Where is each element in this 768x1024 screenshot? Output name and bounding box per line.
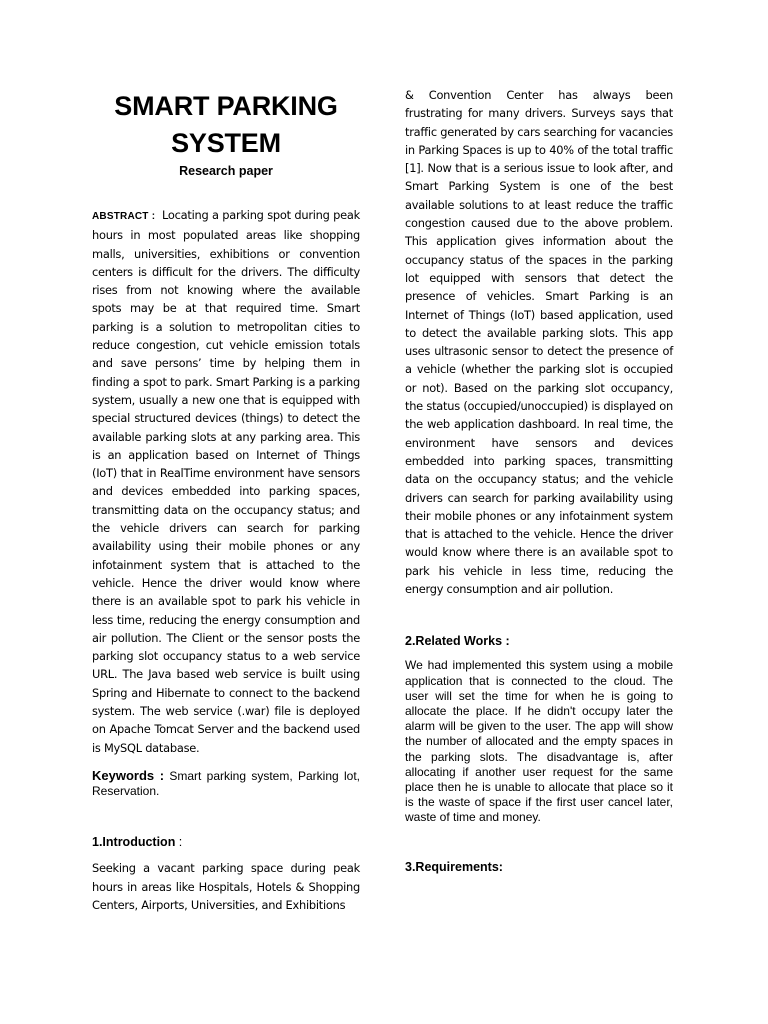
title-line-2: SYSTEM bbox=[171, 128, 281, 158]
keywords-text: Smart parking system, Parking lot, Reservation. bbox=[92, 768, 360, 799]
paper-title bbox=[92, 88, 360, 162]
title-line-1: SMART PARKING bbox=[114, 91, 338, 121]
abstract-separator: : bbox=[148, 211, 159, 222]
introduction-heading-suffix: : bbox=[175, 835, 183, 850]
right-column bbox=[405, 86, 673, 874]
keywords-paragraph bbox=[92, 768, 360, 799]
abstract-label: ABSTRACT bbox=[92, 211, 149, 222]
introduction-paragraph-left: Seeking a vacant parking space during peak hours in areas like Hospitals, Hotels & Shopping Centers, Airports, Universities, and Exhibitions bbox=[92, 861, 360, 912]
requirements-heading: 3.Requirements: bbox=[405, 859, 503, 874]
related-works-heading: 2.Related Works : bbox=[405, 634, 510, 649]
abstract-paragraph bbox=[92, 206, 360, 757]
related-works-paragraph: We had implemented this system using a mobile application that is connected to the cloud. The user will set the time for when he is going to allocate the place. If he didn't occupy later the alarm will be given to the user. The app will show the number of allocated and the empty spaces in the parking slots. The disadvantage is, after allocating if another user request for the same place then he is unable to allocate that place so it is the waste of space if the first user cancel later, waste of time and money. bbox=[405, 658, 673, 825]
introduction-heading-text: 1.Introduction bbox=[92, 835, 176, 850]
introduction-heading bbox=[92, 835, 360, 849]
keywords-label: Keywords : bbox=[92, 767, 165, 783]
introduction-paragraph-right: & Convention Center has always been frustrating for many drivers. Surveys says that traffic generated by cars searching for vacancies in Parking Spaces is up to 40% of the total traffic [1]. Now that is a serious issue to look after, and Smart Parking System is one of the best available solutions to at least reduce the traffic congestion caused due to the above problem. This application gives information about the occupancy status of the spaces in the parking lot equipped with sensors that detect the presence of vehicles. Smart Parking is an Internet of Things (IoT) based application, used to detect the available parking slots. This app uses ultrasonic sensor to detect the presence of a vehicle (whether the parking slot is occupied or not). Based on the parking slot occupancy, the status (occupied/unoccupied) is displayed on the web application dashboard. In real time, the environment have sensors and devices embedded into parking spaces, transmitting data on the occupancy status; and the vehicle drivers can search for parking availability using their mobile phones or any infotainment system that is attached to the vehicle. Hence the driver would know where there is an available spot to park his vehicle in less time, reducing the energy consumption and air pollution. bbox=[405, 88, 673, 597]
abstract-text: Locating a parking spot during peak hours in most populated areas like shopping malls, universities, exhibitions or convention centers is difficult for the drivers. The difficulty rises from not knowing where the available spots may be at that required time. Smart parking is a solution to metropolitan cities to reduce congestion, cut vehicle emission totals and save persons’ time by helping them in finding a spot to park. Smart Parking is a parking system, usually a new one that is equipped with special structured devices (things) to detect the available parking slots at any parking area. This is an application based on Internet of Things (IoT) that in RealTime environment have sensors and devices embedded into parking spaces, transmitting data on the occupancy status; and the vehicle drivers can search for parking availability using their mobile phones or any infotainment system that is attached to the vehicle. Hence the driver would know where there is an available spot to park his vehicle in less time, reducing the energy consumption and air pollution. The Client or the sensor posts the parking slot occupancy status to a web service URL. The Java based web service is built using Spring and Hibernate to connect to the backend system. The web service (.war) file is deployed on Apache Tomcat Server and the backend used is MySQL database. bbox=[92, 208, 360, 755]
left-column bbox=[92, 88, 360, 914]
paper-subtitle: Research paper bbox=[179, 164, 273, 178]
